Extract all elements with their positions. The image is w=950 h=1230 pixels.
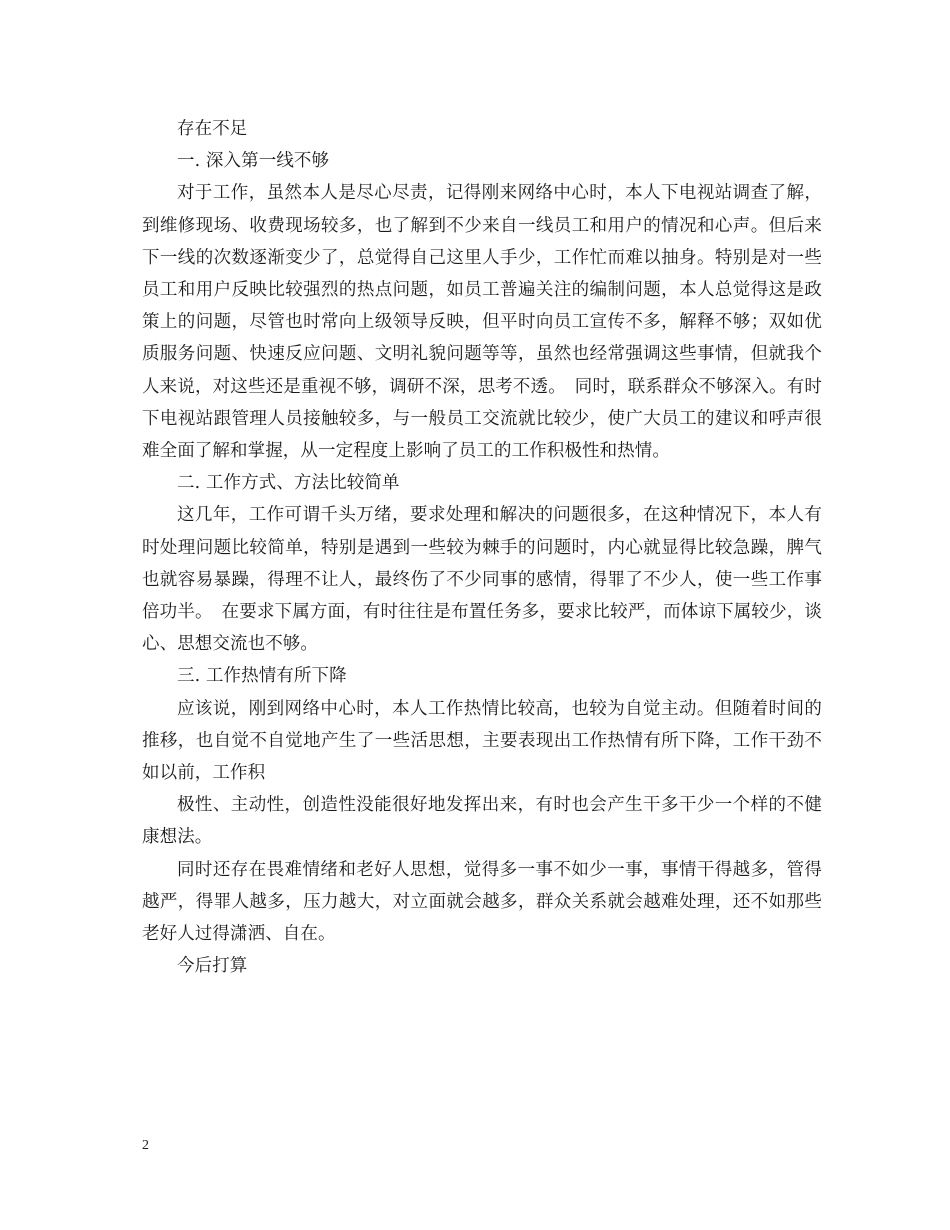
body-paragraph: 同时还存在畏难情绪和老好人思想，觉得多一事不如少一事，事情干得越多，管得越严，得罪人越多，压力越大，对立面就会越多，群众关系就会越难处理，还不如那些老好人过得潇洒、自在。 — [142, 859, 822, 945]
section-heading-3: 三. 工作热情有所下降 — [177, 666, 347, 687]
page-number: 2 — [142, 1138, 149, 1153]
body-paragraph: 这几年，工作可谓千头万绪，要求处理和解决的问题很多，在这种情况下，本人有时处理问题比较简单，特别是遇到一些较为棘手的问题时，内心就显得比较急躁，脾气也就容易暴躁，得理不让人，最终伤了不少同事的感情，得罪了不少人，使一些工作事倍功半。 在要求下属方面，有时往往是布置任务多，要求比较严，而体谅下属较少，谈心、思想交流也不够。 — [142, 505, 822, 655]
section-heading-1: 一. 深入第一线不够 — [177, 151, 330, 172]
section-heading-future-plans: 今后打算 — [177, 956, 248, 977]
body-paragraph: 极性、主动性，创造性没能很好地发挥出来，有时也会产生干多干少一个样的不健康想法。 — [142, 795, 822, 848]
body-paragraph: 对于工作，虽然本人是尽心尽责，记得刚来网络中心时，本人下电视站调查了解，到维修现场、收费现场较多，也了解到不少来自一线员工和用户的情况和心声。但后来下一线的次数逐渐变少了，总觉得自己这里人手少，工作忙而难以抽身。特别是对一些员工和用户反映比较强烈的热点问题，如员工普遍关注的编制问题，本人总觉得这是政策上的问题，尽管也时常向上级领导反映，但平时向员工宣传不多，解释不够；双如优质服务问题、快速反应问题、文明礼貌问题等等，虽然也经常强调这些事情，但就我个人来说，对这些还是重视不够，调研不深，思考不透。 同时，联系群众不够深入。有时下电视站跟管理人员接触较多，与一般员工交流就比较少，使广大员工的建议和呼声很难全面了解和掌握，从一定程度上影响了员工的工作积极性和热情。 — [142, 183, 822, 462]
section-heading-shortcomings: 存在不足 — [177, 119, 248, 139]
body-paragraph: 应该说，刚到网络中心时，本人工作热情比较高，也较为自觉主动。但随着时间的推移，也自觉不自觉地产生了一些活思想，主要表现出工作热情有所下降，工作干劲不如以前，工作积 — [142, 698, 822, 784]
section-heading-2: 二. 工作方式、方法比较简单 — [177, 473, 400, 494]
document-body — [142, 113, 822, 982]
